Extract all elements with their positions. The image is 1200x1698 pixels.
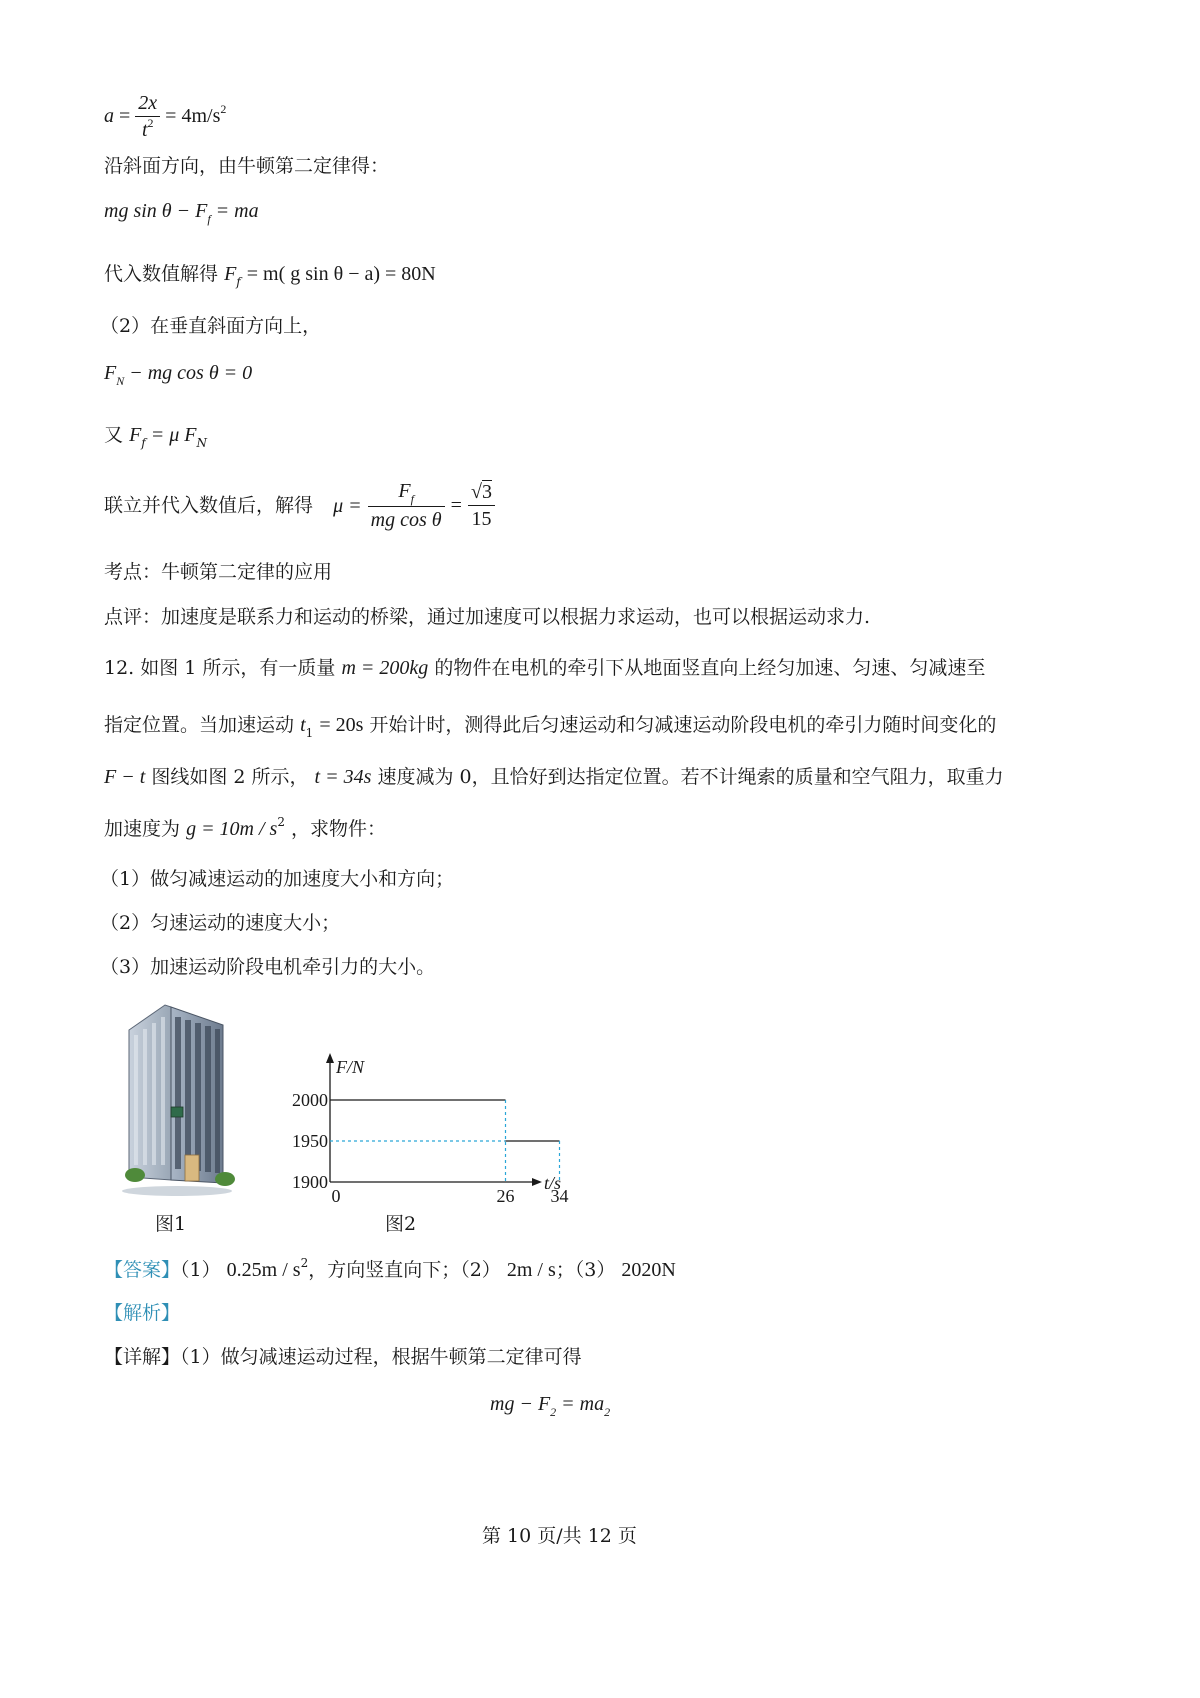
force-time-chart xyxy=(280,1045,570,1210)
along-slope-text: 沿斜面方向，由牛顿第二定律得： xyxy=(104,155,390,177)
x-tick-34: 34 xyxy=(550,1186,569,1206)
building-illustration xyxy=(115,995,240,1200)
y-tick-2000: 2000 xyxy=(292,1090,328,1110)
q12-sub2: （2）匀速运动的速度大小； xyxy=(100,912,341,934)
mu-solution-line: 联立并代入数值后，解得 μ = $\frac{F_f}{\text{mg cos θ}}$ = $\frac{√3}{15}$ xyxy=(104,478,495,533)
newton-second-law-equation: mg $\sin \theta - F_f$ = ma xyxy=(104,200,259,226)
answer-tag: 【答案】 xyxy=(104,1259,181,1281)
x-tick-0: 0 xyxy=(331,1186,341,1206)
part2-heading: （2）在垂直斜面方向上， xyxy=(100,315,322,337)
q12-line4: 加速度为 $g = 10m / s^2$ ，求物件： xyxy=(104,815,387,840)
dianping: 点评：加速度是联系力和运动的桥梁，通过加速度可以根据力求运动，也可以根据运动求力. xyxy=(104,606,871,628)
y-tick-1900: 1900 xyxy=(292,1172,328,1192)
page-footer: 第 10 页/共 12 页 xyxy=(482,1525,637,1547)
acceleration-equation: a = $\frac{2x}{t^2}$ = $4m/s^2$ xyxy=(104,92,227,141)
detail-tag: 【详解】 xyxy=(104,1346,181,1368)
detail-line: 【详解】（1）做匀减速运动过程，根据牛顿第二定律可得 xyxy=(104,1346,582,1368)
y-axis-arrow xyxy=(326,1053,334,1063)
q12-sub1: （1）做匀减速运动的加速度大小和方向； xyxy=(100,868,455,890)
answer-line: 【答案】（1） $0.25m / s^2$，方向竖直向下；（2） 2m / s；（3） 2020N xyxy=(104,1256,676,1281)
q12-line2: 指定位置。当加速运动 $t_1 = 20s$ 开始计时，测得此后匀速运动和匀减速运动阶段电机的牵引力随时间变化的 xyxy=(104,714,997,740)
x-tick-26: 26 xyxy=(496,1186,515,1206)
final-equation: mg − $F_2 = ma_2$ xyxy=(490,1393,611,1419)
q12-line1: 12. 如图 1 所示，有一质量 m = 200kg 的物件在电机的牵引下从地面竖直向上经匀加速、匀速、匀减速至 xyxy=(104,657,986,679)
x-axis-arrow xyxy=(532,1178,542,1186)
normal-force-equation: $F_N$ − mg cos θ = 0 xyxy=(104,362,253,388)
q12-sub3: （3）加速运动阶段电机牵引力的大小。 xyxy=(100,956,436,978)
analysis-tag: 【解析】 xyxy=(104,1302,181,1324)
figure1-caption: 图1 xyxy=(155,1213,187,1235)
substitute-line: 代入数值解得 $F_f = m$( g sin θ − a) = 80N xyxy=(104,263,436,289)
figure2-caption: 图2 xyxy=(385,1213,417,1235)
friction-relation: 又 $F_f = \mu$ $F_N$ xyxy=(104,424,207,450)
kaodian: 考点：牛顿第二定律的应用 xyxy=(104,561,333,583)
y-axis-label: F/N xyxy=(336,1057,365,1077)
y-tick-1950: 1950 xyxy=(292,1131,328,1151)
q12-line3: F − t 图线如图 2 所示， t = 34s 速度减为 0，且恰好到达指定位置。若不计绳索的质量和空气阻力，取重力 xyxy=(104,766,1004,788)
x-axis-label: t/s xyxy=(544,1173,562,1193)
sqrt-three: √3 xyxy=(468,479,495,506)
